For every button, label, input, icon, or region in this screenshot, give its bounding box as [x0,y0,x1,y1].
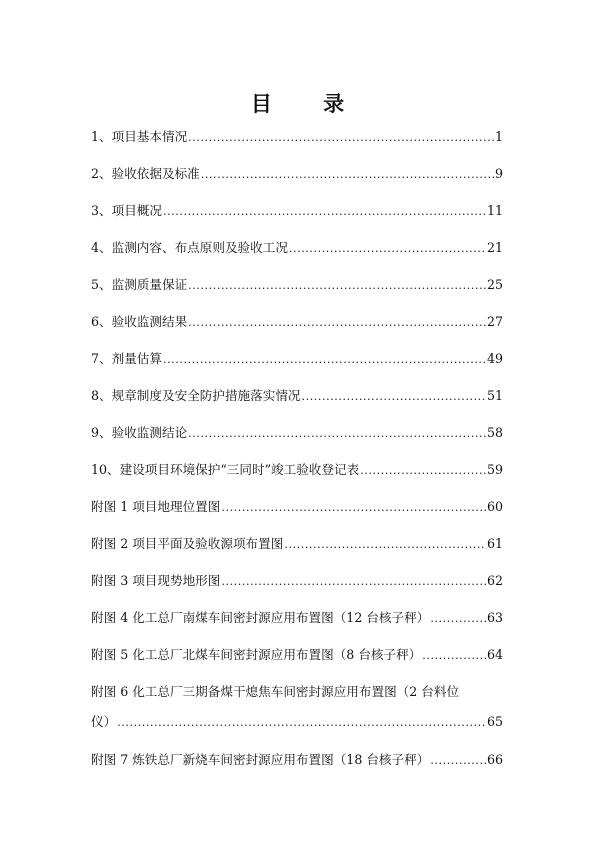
toc-entry-3[interactable] [91,200,503,237]
toc-leader-dots [360,460,486,482]
toc-entry-label: 10、建设项目环境保护“三同时”竣工验收登记表 [91,462,360,477]
toc-entry-9[interactable] [91,422,503,459]
toc-leader-dots [163,349,486,371]
table-of-contents [91,126,503,786]
toc-page-number: 62 [486,573,503,588]
toc-page-number: 9 [494,166,503,181]
toc-entry-label: 7、剂量估算 [91,351,162,366]
toc-entry-5[interactable] [91,274,503,311]
toc-entry-label: 8、规章制度及安全防护措施落实情况 [91,388,301,403]
toc-page-number: 58 [486,425,503,440]
toc-page-number: 49 [486,351,503,366]
page-title: 目 录 [250,91,367,116]
toc-leader-dots [117,712,486,734]
toc-entry-label: 附图 6 化工总厂三期备煤干熄焦车间密封源应用布置图（2 台料位 [91,684,460,699]
toc-leader-dots [188,423,486,445]
toc-page-number: 25 [486,277,503,292]
toc-leader-dots [201,164,494,186]
toc-entry-label: 附图 3 项目现势地形图 [91,573,221,588]
toc-leader-dots [163,201,486,223]
toc-leader-dots [221,571,486,593]
toc-page-number: 21 [486,240,503,255]
toc-leader-dots [430,750,486,772]
toc-entry-label-continuation: 仪） [91,714,117,729]
toc-entry-label: 6、验收监测结果 [91,314,188,329]
toc-entry-2[interactable] [91,163,503,200]
toc-entry-label: 附图 1 项目地理位置图 [91,499,221,514]
toc-entry-label: 3、项目概况 [91,203,162,218]
toc-page-number: 60 [486,499,503,514]
toc-page-number: 65 [486,714,503,729]
toc-page-number: 59 [486,462,503,477]
toc-entry-10[interactable] [91,459,503,496]
toc-entry-label: 4、监测内容、布点原则及验收工况 [91,240,288,255]
toc-leader-dots [284,534,486,556]
toc-leader-dots [422,645,486,667]
toc-entry-label: 附图 4 化工总厂南煤车间密封源应用布置图（12 台核子秤） [91,610,430,625]
toc-entry-figure-7[interactable] [91,749,503,786]
toc-page-number: 64 [486,647,503,662]
toc-entry-label: 附图 7 炼铁总厂新烧车间密封源应用布置图（18 台核子秤） [91,752,430,767]
toc-entry-label: 9、验收监测结论 [91,425,188,440]
toc-entry-figure-5[interactable] [91,644,503,681]
toc-leader-dots [430,608,486,630]
toc-entry-continuation [91,711,503,734]
toc-page-number: 1 [494,129,503,144]
toc-entry-label: 5、监测质量保证 [91,277,188,292]
toc-leader-dots [188,275,486,297]
toc-entry-8[interactable] [91,385,503,422]
toc-page-number: 11 [486,203,503,218]
toc-entry-figure-4[interactable] [91,607,503,644]
toc-entry-label: 2、验收依据及标准 [91,166,200,181]
toc-leader-dots [188,312,486,334]
toc-leader-dots [302,386,486,408]
toc-entry-4[interactable] [91,237,503,274]
toc-page-number: 63 [486,610,503,625]
toc-page-number: 66 [486,752,503,767]
toc-entry-figure-1[interactable] [91,496,503,533]
toc-entry-figure-6[interactable] [91,681,503,749]
toc-page-number: 27 [486,314,503,329]
toc-entry-label: 附图 5 化工总厂北煤车间密封源应用布置图（8 台核子秤） [91,647,422,662]
toc-entry-label: 1、项目基本情况 [91,129,188,144]
toc-entry-figure-3[interactable] [91,570,503,607]
toc-entry-figure-2[interactable] [91,533,503,570]
toc-entry-1[interactable] [91,126,503,163]
toc-page-number: 51 [486,388,503,403]
toc-entry-label: 附图 2 项目平面及验收源项布置图 [91,536,284,551]
toc-entry-6[interactable] [91,311,503,348]
toc-leader-dots [289,238,486,260]
toc-leader-dots [221,497,486,519]
toc-page-number: 61 [486,536,503,551]
toc-leader-dots [188,127,494,149]
toc-entry-7[interactable] [91,348,503,385]
